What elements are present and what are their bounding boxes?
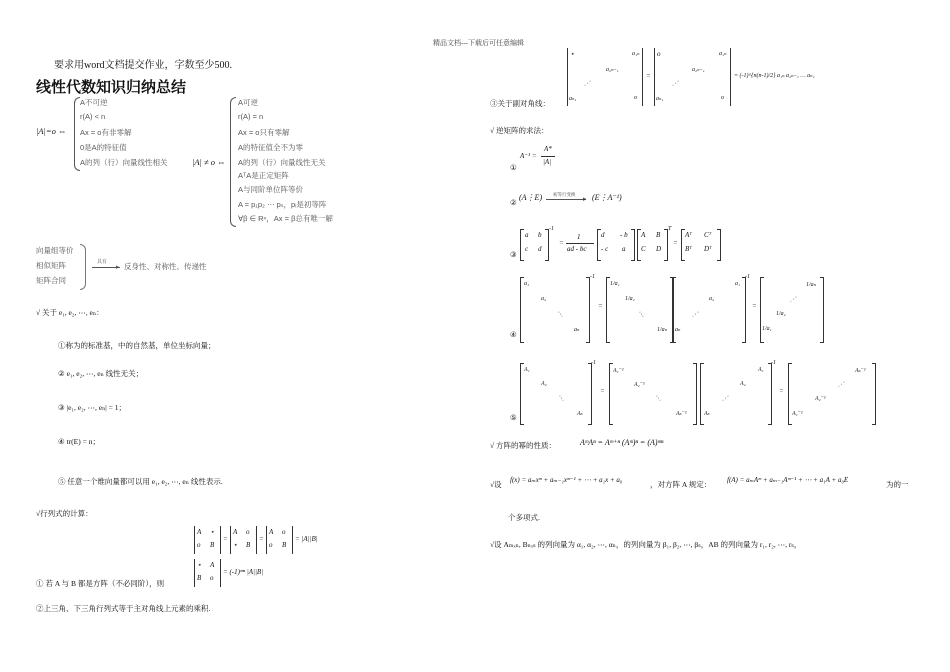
- bracket-right: [588, 363, 592, 425]
- det-nonzero-item: A的列（行）向量线性无关: [238, 158, 326, 167]
- det-nonzero-item: Ax = o只有零解: [238, 128, 290, 137]
- cols-text: √设 Aₘₓₙ, Bₙₓₛ 的列向量为 α₁, α₂, ⋯, αₙ，的列向量为 β₁, β₂, ⋯, βₛ，AB 的列向量为 r₁, r₂, ⋯, rₛ，: [490, 540, 802, 549]
- det-nonzero-item: A与同阶单位阵等价: [238, 185, 304, 194]
- fraction-bar: [566, 243, 594, 244]
- inv-formula2-left: (A⋮E): [519, 193, 543, 202]
- bracket-right: [872, 363, 876, 425]
- det-nonzero-brace: [230, 97, 236, 227]
- anti-diag-label: ③关于副对角线：: [490, 99, 550, 108]
- det-nonzero-item: A的特征值全不为零: [238, 143, 304, 152]
- bracket-right: [631, 229, 635, 261]
- equiv-props: 反身性、对称性、传递性: [124, 262, 207, 271]
- inv-formula2-arrow: 初等行变换: [553, 192, 576, 197]
- det-nonzero-item: r(A) = n: [238, 112, 264, 121]
- equiv-brace: [80, 244, 86, 290]
- det-bar: [730, 48, 731, 106]
- det-nonzero-item: ∀β ∈ Rⁿ，Ax = β总有唯一解: [238, 214, 333, 223]
- det-calc-title: √行列式的计算：: [36, 509, 93, 518]
- e-item: ③ |e₁, e₂, ⋯, eₙ| = 1；: [58, 403, 127, 412]
- bracket-left: [520, 229, 524, 261]
- poly-line2: 个多项式.: [508, 513, 540, 522]
- det-zero-item: 0是A的特征值: [80, 143, 127, 152]
- det-bar: [230, 526, 231, 554]
- poly-fx: f(x) = aₘxᵐ + aₘ₋₁xᵐ⁻¹ + ⋯ + a₁x + a₀: [510, 476, 623, 484]
- det-anti-tail: = (-1)ᵐⁿ |A||B|: [223, 568, 264, 576]
- det-bar: [654, 48, 655, 106]
- inverse-title: √ 逆矩阵的求法：: [490, 126, 549, 135]
- inv-item-2: ②: [510, 198, 517, 207]
- e-item: ⑤ 任意一个维向量都可以用 e₁, e₂, ⋯, eₙ 线性表示.: [58, 477, 223, 486]
- det-bar: [256, 526, 257, 554]
- intro-text: 要求用word文档提交作业，字数至少500.: [54, 60, 233, 71]
- det-zero-item: r(A) < n: [80, 112, 106, 121]
- bracket-left: [672, 277, 676, 343]
- det-bar: [266, 526, 267, 554]
- e-item: ④ tr(E) = n；: [58, 437, 100, 446]
- det-zero-item: A不可逆: [80, 98, 108, 107]
- about-e: √ 关于 e₁, e₂, ⋯, eₙ：: [36, 308, 104, 317]
- bracket-right: [742, 277, 746, 343]
- bracket-right: [586, 277, 590, 343]
- inv-item-3: ③: [510, 250, 517, 259]
- page-header: 精品文档---下载后可任意编辑: [433, 39, 524, 47]
- bracket-right: [545, 229, 549, 261]
- power-formula: AᵐAⁿ = Aᵐ⁺ⁿ (Aᵐ)ⁿ = (A)ᵐⁿ: [580, 438, 664, 447]
- inv-formula2-right: (E⋮A⁻¹): [592, 193, 622, 202]
- equiv-item: 相似矩阵: [36, 261, 66, 270]
- e-item: ①称为的标准基，中的自然基，单位坐标向量；: [58, 341, 216, 350]
- det-tri: ②上三角、下三角行列式等于主对角线上元素的乘积.: [36, 604, 211, 613]
- det-bar: [194, 559, 195, 587]
- fraction-bar: [541, 156, 555, 157]
- det-bar: [220, 526, 221, 554]
- poly-suffix: 为的一: [886, 480, 909, 489]
- det-nonzero-lhs: |A| ≠ o ⇔: [192, 157, 226, 167]
- det-zero-item: Ax = o有非零解: [80, 128, 132, 137]
- det-bar: [220, 559, 221, 587]
- poly-fA: f(A) = aₘAᵐ + aₘ₋₁Aᵐ⁻¹ + ⋯ + a₁A + a₀E: [727, 476, 849, 484]
- bracket-right: [820, 277, 824, 343]
- page-title: 线性代数知识归纳总结: [36, 79, 187, 96]
- poly-mid: ，对方阵 A 规定：: [650, 480, 712, 489]
- det-nonzero-item: A = p₁p₂ ⋯ pₛ，pᵢ是初等阵: [238, 200, 327, 209]
- bracket-right: [768, 363, 772, 425]
- det-bar: [567, 48, 568, 106]
- det-if: ① 若 A 与 B 都是方阵（不必同阶），则: [36, 579, 165, 588]
- inv-item-1: ①: [510, 163, 517, 172]
- det-bar: [194, 526, 195, 554]
- det-nonzero-item: A可逆: [238, 98, 259, 107]
- e-item: ② e₁, e₂, ⋯, eₙ 线性无关；: [58, 369, 144, 378]
- inv-item-5: ⑤: [510, 413, 517, 422]
- det-bar: [292, 526, 293, 554]
- bracket-right: [717, 229, 721, 261]
- equiv-item: 矩阵合同: [36, 276, 66, 285]
- det-nonzero-item: AᵀA是正定矩阵: [238, 171, 289, 180]
- det-bar: [642, 48, 643, 106]
- bracket-right: [693, 363, 697, 425]
- arrow-head-icon: ▸: [116, 263, 120, 271]
- power-title: √ 方阵的幂的性质：: [490, 441, 556, 450]
- poly-prefix: √设: [490, 480, 502, 489]
- equiv-item: 向量组等价: [36, 246, 74, 255]
- arrow-head-icon: ▸: [583, 195, 587, 203]
- inv-item-4: ④: [510, 330, 517, 339]
- equiv-arrow-label: 具有: [97, 259, 108, 265]
- row-op-arrow: [546, 199, 586, 200]
- anti-diag-sign: = (-1)^{n(n-1)/2} a₁ₙ a₂ₙ₋₁ … aₙ₁: [734, 73, 815, 79]
- det-zero-lhs: |A|=o ⇔: [36, 126, 67, 136]
- bracket-left: [760, 277, 764, 343]
- bracket-right: [664, 229, 668, 261]
- det-zero-item: A的列（行）向量线性相关: [80, 158, 168, 167]
- det-formula-tail: = |A||B|: [295, 535, 318, 543]
